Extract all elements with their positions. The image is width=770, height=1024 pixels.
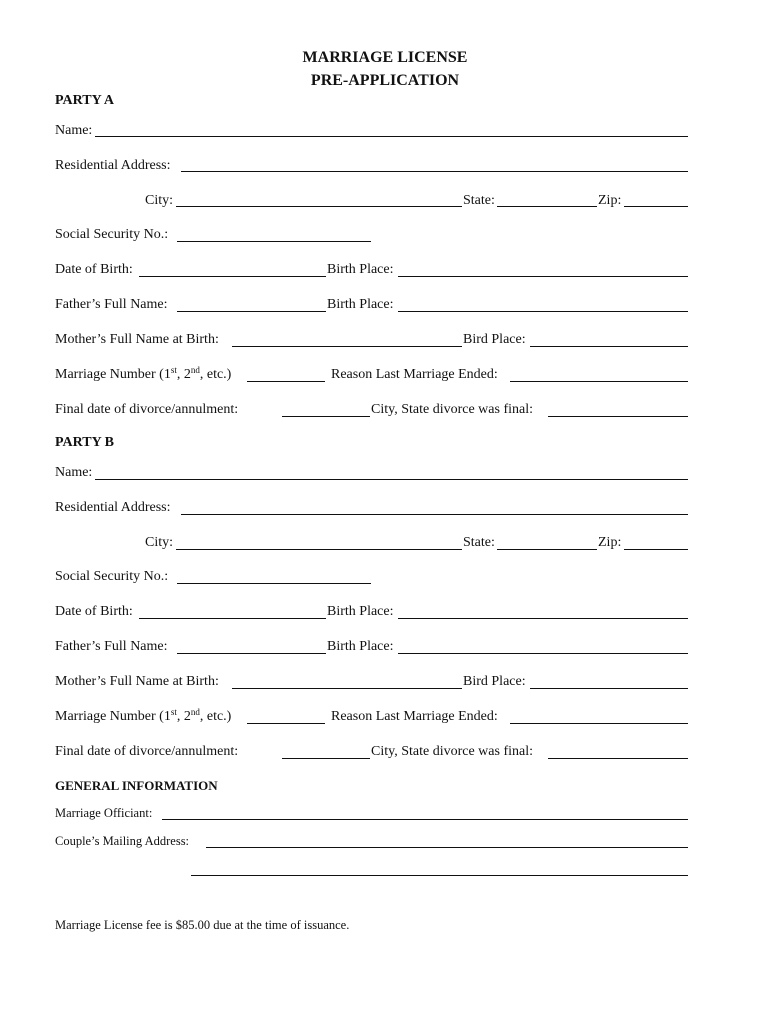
general-heading: GENERAL INFORMATION [55, 778, 218, 793]
party-a-divorce-date-label: Final date of divorce/annulment: [55, 402, 239, 417]
party-b-name-field[interactable] [95, 479, 688, 480]
party-b-city-label: City: [145, 535, 174, 550]
party-a-marriage-number-field[interactable] [247, 381, 325, 382]
marriage-number-suffix: , etc.) [199, 709, 232, 724]
party-a-mother-label: Mother’s Full Name at Birth: [55, 332, 219, 347]
party-b-divorce-date-label: Final date of divorce/annulment: [55, 744, 239, 759]
party-a-divorce-city-label: City, State divorce was final: [371, 402, 533, 417]
marriage-number-prefix: Marriage Number (1 [55, 709, 171, 724]
mailing-address-field-line2[interactable] [191, 875, 688, 876]
party-b-reason-label: Reason Last Marriage Ended: [331, 709, 498, 724]
party-b-zip-field[interactable] [624, 549, 688, 550]
party-b-ssn-field[interactable] [177, 583, 371, 584]
party-b-bird-place-field[interactable] [530, 688, 688, 689]
party-a-name-label: Name: [55, 123, 93, 138]
party-b-city-field[interactable] [176, 549, 462, 550]
party-a-heading: PARTY A [55, 93, 115, 108]
party-b-father-birth-place-label: Birth Place: [327, 639, 394, 654]
mailing-address-field[interactable] [206, 847, 688, 848]
fee-note: Marriage License fee is $85.00 due at the time of issuance. [55, 918, 350, 932]
party-a-name-field[interactable] [95, 136, 688, 137]
party-a-birth-place-field[interactable] [398, 276, 688, 277]
party-a-reason-label: Reason Last Marriage Ended: [331, 367, 498, 382]
marriage-number-suffix: , etc.) [199, 367, 232, 382]
party-a-bird-place-label: Bird Place: [463, 332, 526, 347]
party-b-father-field[interactable] [177, 653, 326, 654]
marriage-number-mid: , 2 [176, 709, 191, 724]
party-b-state-label: State: [463, 535, 495, 550]
marriage-number-mid: , 2 [176, 367, 191, 382]
party-b-zip-label: Zip: [598, 535, 622, 550]
party-a-divorce-city-field[interactable] [548, 416, 688, 417]
party-b-name-label: Name: [55, 465, 93, 480]
officiant-label: Marriage Officiant: [55, 806, 153, 820]
party-a-zip-label: Zip: [598, 193, 622, 208]
ordinal-st: st [170, 365, 177, 375]
party-b-heading: PARTY B [55, 435, 115, 450]
party-b-marriage-number-field[interactable] [247, 723, 325, 724]
party-a-father-birth-place-label: Birth Place: [327, 297, 394, 312]
party-b-reason-field[interactable] [510, 723, 688, 724]
party-b-mother-label: Mother’s Full Name at Birth: [55, 674, 219, 689]
party-a-state-label: State: [463, 193, 495, 208]
mailing-address-label: Couple’s Mailing Address: [55, 834, 190, 848]
party-a-address-label: Residential Address: [55, 158, 171, 173]
party-b-marriage-number-label [55, 707, 232, 724]
party-b-birth-place-label: Birth Place: [327, 604, 394, 619]
party-a-ssn-label: Social Security No.: [55, 227, 169, 242]
officiant-field[interactable] [162, 819, 688, 820]
party-a-reason-field[interactable] [510, 381, 688, 382]
party-b-mother-field[interactable] [232, 688, 462, 689]
party-a-father-birth-place-field[interactable] [398, 311, 688, 312]
party-a-city-label: City: [145, 193, 174, 208]
party-b-father-label: Father’s Full Name: [55, 639, 168, 654]
party-b-address-field[interactable] [181, 514, 688, 515]
party-b-address-label: Residential Address: [55, 500, 171, 515]
party-a-father-label: Father’s Full Name: [55, 297, 168, 312]
ordinal-st: st [170, 707, 177, 717]
party-a-dob-label: Date of Birth: [55, 262, 133, 277]
party-a-marriage-number-label [55, 365, 232, 382]
party-a-city-field[interactable] [176, 206, 462, 207]
party-b-divorce-city-label: City, State divorce was final: [371, 744, 533, 759]
party-b-father-birth-place-field[interactable] [398, 653, 688, 654]
party-b-divorce-city-field[interactable] [548, 758, 688, 759]
party-b-dob-field[interactable] [139, 618, 326, 619]
party-a-father-field[interactable] [177, 311, 326, 312]
party-a-zip-field[interactable] [624, 206, 688, 207]
party-b-bird-place-label: Bird Place: [463, 674, 526, 689]
party-a-bird-place-field[interactable] [530, 346, 688, 347]
party-b-dob-label: Date of Birth: [55, 604, 133, 619]
form-title-line2: PRE-APPLICATION [310, 72, 460, 89]
party-b-state-field[interactable] [497, 549, 597, 550]
form-title-line1: MARRIAGE LICENSE [302, 49, 468, 66]
party-a-dob-field[interactable] [139, 276, 326, 277]
party-b-divorce-date-field[interactable] [282, 758, 370, 759]
party-a-ssn-field[interactable] [177, 241, 371, 242]
ordinal-nd: nd [190, 707, 200, 717]
party-a-birth-place-label: Birth Place: [327, 262, 394, 277]
party-a-mother-field[interactable] [232, 346, 462, 347]
ordinal-nd: nd [190, 365, 200, 375]
party-a-address-field[interactable] [181, 171, 688, 172]
party-b-birth-place-field[interactable] [398, 618, 688, 619]
party-b-ssn-label: Social Security No.: [55, 569, 169, 584]
marriage-number-prefix: Marriage Number (1 [55, 367, 171, 382]
party-a-divorce-date-field[interactable] [282, 416, 370, 417]
party-a-state-field[interactable] [497, 206, 597, 207]
